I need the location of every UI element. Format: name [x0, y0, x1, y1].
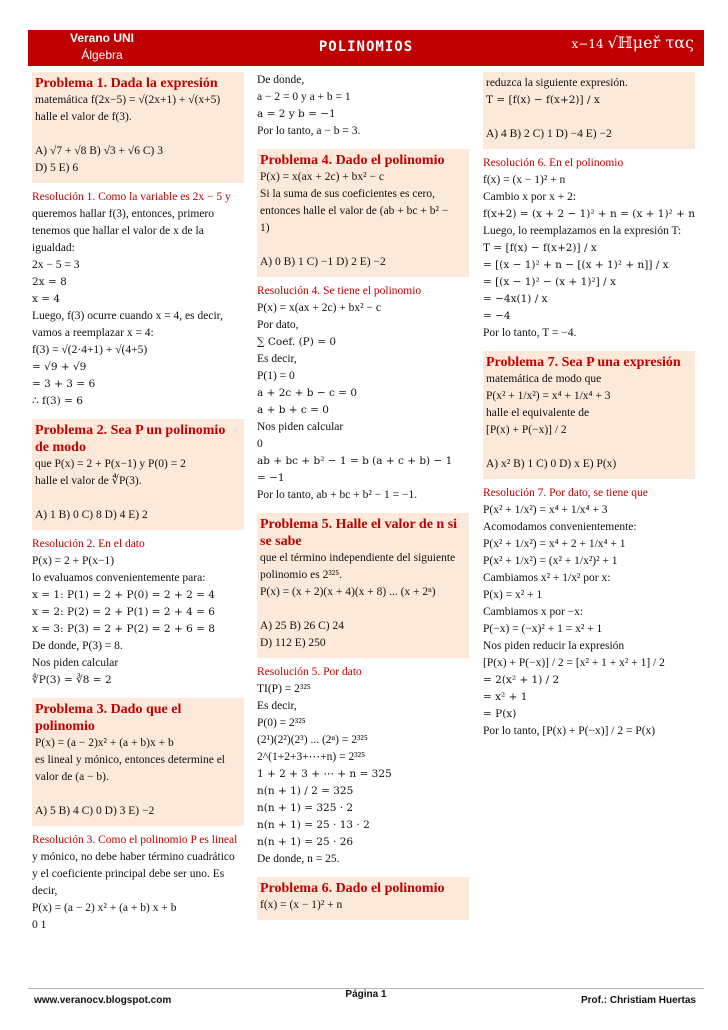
p7-line: P(x² + 1/x²) = x⁴ + 1/x⁴ + 3	[486, 390, 611, 402]
r6-line: = [(x − 1)² − (x + 1)²] / x	[483, 276, 616, 288]
r3b-line: a − 2 = 0 y a + b = 1	[257, 91, 351, 103]
p1-line	[35, 126, 239, 143]
r2-line: P(x) = 2 + P(x−1)	[32, 555, 115, 567]
resolution-5	[257, 664, 469, 868]
r6-line: T = [f(x) − f(x+2)] / x	[483, 242, 597, 254]
r5-line: TI(P) = 2³²⁵	[257, 683, 311, 695]
resolution-7	[483, 485, 695, 740]
r7-line: Acomodamos convenientemente:	[483, 521, 637, 533]
p4-line	[260, 237, 464, 254]
r3-line: P(x) = (a − 2) x² + (a + b) x + b	[32, 902, 177, 914]
r5-line: Es decir,	[257, 700, 297, 712]
p7-line: [P(x) + P(−x)] / 2	[486, 424, 567, 436]
r1-line: vamos a reemplazar x = 4:	[32, 327, 154, 339]
r6-line: Por lo tanto, T = −4.	[483, 327, 577, 339]
r5-line: De donde, n = 25.	[257, 853, 340, 865]
r5-line: n(n + 1) / 2 = 325	[257, 785, 354, 797]
r3-line: Resolución 3. Como el polinomio P es lineal	[32, 834, 238, 846]
problem-3	[32, 698, 244, 826]
r1-line: = √9 + √9	[32, 361, 87, 373]
p7-line: matemática de modo que	[486, 373, 602, 385]
resolution-1	[32, 189, 244, 410]
p7-line: A) x² B) 1 C) 0 D) x E) P(x)	[486, 458, 617, 470]
r2-line: x = 3: P(3) = 2 + P(2) = 2 + 6 = 8	[32, 623, 215, 635]
r3-line: decir,	[32, 885, 58, 897]
r7-line: = 2(x² + 1) / 2	[483, 674, 560, 686]
r6-line: = [(x − 1)² + n − [(x + 1)² + n]] / x	[483, 259, 669, 271]
resolution-6	[483, 155, 695, 342]
p6b-line: reduzca la siguiente expresión.	[486, 77, 628, 89]
p3-line: A) 5 B) 4 C) 0 D) 3 E) −2	[35, 805, 155, 817]
p1-line: A) √7 + √8 B) √3 + √6 C) 3	[35, 145, 163, 157]
p6b-line: T = [f(x) − f(x+2)] / x	[486, 94, 600, 106]
p1-line: D) 5 E) 6	[35, 162, 79, 174]
page-footer	[28, 988, 704, 1008]
r4-line: a + 2c + b − c = 0	[257, 387, 357, 399]
r7-line: Nos piden reducir la expresión	[483, 640, 625, 652]
r7-line: P(−x) = (−x)² + 1 = x² + 1	[483, 623, 603, 635]
r4-line: Nos piden calcular	[257, 421, 344, 433]
r7-line: = x² + 1	[483, 691, 528, 703]
r4-line: Por lo tanto, ab + bc + b² − 1 = −1.	[257, 489, 418, 501]
p4-line: 1)	[260, 222, 270, 234]
problem-6	[257, 877, 469, 920]
footer-website: www.veranocv.blogspot.com	[34, 995, 172, 1006]
problem-6-continued	[483, 72, 695, 149]
r6-line: f(x+2) = (x + 2 − 1)² + n = (x + 1)² + n	[483, 208, 696, 220]
r3-line: y el coeficiente principal debe ser uno. Es	[32, 868, 225, 880]
course-block	[36, 30, 168, 66]
p1-line: Problema 1. Dada la expresión	[35, 76, 218, 91]
column-1	[32, 72, 244, 934]
r6-line: Cambio x por x + 2:	[483, 191, 577, 203]
r4-line: = −1	[257, 472, 285, 484]
p6-line: Problema 6. Dado el polinomio	[260, 881, 445, 896]
r7-line: Cambiamos x² + 1/x² por x:	[483, 572, 611, 584]
column-3	[483, 72, 695, 740]
page-title: POLINOMIOS	[318, 39, 414, 55]
r1-line: 2x − 5 = 3	[32, 259, 80, 271]
resolution-3-continued	[257, 72, 469, 140]
p6b-line	[486, 109, 690, 126]
page-header	[28, 30, 704, 66]
r5-line: n(n + 1) = 25 · 13 · 2	[257, 819, 370, 831]
r7-line: = P(x)	[483, 708, 517, 720]
footer-page-number: Página 1	[345, 989, 387, 1000]
r4-line: Es decir,	[257, 353, 297, 365]
r2-line: x = 2: P(2) = 2 + P(1) = 2 + 4 = 6	[32, 606, 215, 618]
p2-line: Problema 2. Sea P un polinomio de modo	[35, 423, 226, 455]
r6-line: Resolución 6. En el polinomio	[483, 157, 624, 169]
r2-line: lo evaluamos convenientemente para:	[32, 572, 206, 584]
r1-line: = 3 + 3 = 6	[32, 378, 96, 390]
r4-line: Por dato,	[257, 319, 299, 331]
r5-line: n(n + 1) = 25 · 26	[257, 836, 354, 848]
p2-line: que P(x) = 2 + P(x−1) y P(0) = 2	[35, 458, 186, 470]
brand-logo	[544, 33, 694, 52]
p4-line: Problema 4. Dado el polinomio	[260, 153, 445, 168]
r4-line: Resolución 4. Se tiene el polinomio	[257, 285, 422, 297]
r6-line: = −4	[483, 310, 511, 322]
r1-line: igualdad:	[32, 242, 75, 254]
subject-name: Álgebra	[81, 48, 123, 62]
r3b-line: Por lo tanto, a − b = 3.	[257, 125, 361, 137]
r2-line: Resolución 2. En el dato	[32, 538, 145, 550]
r2-line: x = 1: P(1) = 2 + P(0) = 2 + 2 = 4	[32, 589, 215, 601]
r6-line: Luego, lo reemplazamos en la expresión T:	[483, 225, 682, 237]
r3b-line: De donde,	[257, 74, 305, 86]
r5-line: n(n + 1) = 325 · 2	[257, 802, 354, 814]
p5-line: A) 25 B) 26 C) 24	[260, 620, 345, 632]
resolution-3	[32, 832, 244, 934]
course-name: Verano UNI	[69, 31, 135, 45]
problem-1	[32, 72, 244, 183]
r5-line: 1 + 2 + 3 + ⋯ + n = 325	[257, 768, 392, 780]
r1-line: tenemos que hallar el valor de x de la	[32, 225, 204, 237]
p5-line: Problema 5. Halle el valor de n si se sabe	[260, 517, 458, 549]
r4-line: ab + bc + b² − 1 = b (a + c + b) − 1	[257, 455, 453, 467]
r4-line: P(x) = x(ax + 2c) + bx² − c	[257, 302, 381, 314]
p7-line	[486, 439, 690, 456]
p5-line: D) 112 E) 250	[260, 637, 326, 649]
r5-line: (2¹)(2²)(2³) ... (2ⁿ) = 2³²⁵	[257, 734, 368, 746]
p5-line	[260, 601, 464, 618]
p2-line: halle el valor de ∜P(3).	[35, 475, 142, 487]
p2-line: A) 1 B) 0 C) 8 D) 4 E) 2	[35, 509, 148, 521]
problem-4	[257, 149, 469, 277]
r7-line: P(x) = x² + 1	[483, 589, 543, 601]
resolution-2	[32, 536, 244, 689]
r1-line: f(3) = √(2·4+1) + √(4+5)	[32, 344, 148, 356]
r7-line: P(x² + 1/x²) = x⁴ + 2 + 1/x⁴ + 1	[483, 538, 626, 550]
brand-exponent: x−14	[571, 37, 604, 51]
p4-line: entonces halle el valor de (ab + bc + b² −	[260, 205, 449, 217]
p4-line: P(x) = x(ax + 2c) + bx² − c	[260, 171, 384, 183]
r3-line: y mónico, no debe haber término cuadrático	[32, 851, 235, 863]
r5-line: P(0) = 2³²⁵	[257, 717, 306, 729]
resolution-4	[257, 283, 469, 504]
problem-2	[32, 419, 244, 530]
p5-line: P(x) = (x + 2)(x + 4)(x + 8) ... (x + 2ⁿ)	[260, 586, 436, 598]
problem-7	[483, 351, 695, 479]
r6-line: = −4x(1) / x	[483, 293, 548, 305]
p1-line: matemática f(2x−5) = √(2x+1) + √(x+5)	[35, 94, 221, 106]
r2-line: De donde, P(3) = 8.	[32, 640, 123, 652]
r4-line: 0	[257, 438, 263, 450]
r7-line: Cambiamos x por −x:	[483, 606, 584, 618]
r7-line: P(x² + 1/x²) = x⁴ + 1/x⁴ + 3	[483, 504, 608, 516]
p2-line	[35, 490, 239, 507]
p4-line: Si la suma de sus coeficientes es cero,	[260, 188, 435, 200]
r7-line: Resolución 7. Por dato, se tiene que	[483, 487, 648, 499]
r1-line: 2x = 8	[32, 276, 67, 288]
brand-text: √ℍμeř τας	[607, 33, 694, 52]
r4-line: P(1) = 0	[257, 370, 295, 382]
r7-line: P(x² + 1/x²) = (x² + 1/x²)² + 1	[483, 555, 618, 567]
r1-line: Resolución 1. Como la variable es 2x − 5 y	[32, 191, 231, 203]
p7-line: Problema 7. Sea P una expresión	[486, 355, 681, 370]
r3b-line: a = 2 y b = −1	[257, 108, 336, 120]
r3-line: 0 1	[32, 919, 47, 931]
r6-line: f(x) = (x − 1)² + n	[483, 174, 566, 186]
p6b-line: A) 4 B) 2 C) 1 D) −4 E) −2	[486, 128, 612, 140]
r5-line: Resolución 5. Por dato	[257, 666, 362, 678]
r4-line: a + b + c = 0	[257, 404, 329, 416]
p6-line: f(x) = (x − 1)² + n	[260, 899, 343, 911]
r1-line: x = 4	[32, 293, 61, 305]
p5-line: que el término independiente del siguiente	[260, 552, 456, 564]
p4-line: A) 0 B) 1 C) −1 D) 2 E) −2	[260, 256, 386, 268]
r5-line: 2^(1+2+3+⋯+n) = 2³²⁵	[257, 751, 366, 763]
r2-line: Nos piden calcular	[32, 657, 119, 669]
p3-line	[35, 786, 239, 803]
r1-line: queremos hallar f(3), entonces, primero	[32, 208, 215, 220]
p3-line: valor de (a − b).	[35, 771, 109, 783]
footer-author: Prof.: Christiam Huertas	[580, 995, 696, 1006]
r1-line: ∴ f(3) = 6	[32, 395, 83, 407]
p3-line: P(x) = (a − 2)x² + (a + b)x + b	[35, 737, 174, 749]
problem-5	[257, 513, 469, 658]
p1-line: halle el valor de f(3).	[35, 111, 132, 123]
p3-line: Problema 3. Dado que el polinomio	[35, 702, 182, 734]
r2-line: ∜P(3) = ∛8 = 2	[32, 674, 112, 686]
r7-line: [P(x) + P(−x)] / 2 = [x² + 1 + x² + 1] / 2	[483, 657, 665, 669]
p5-line: polinomio es 2³²⁵.	[260, 569, 343, 581]
p7-line: halle el equivalente de	[486, 407, 590, 419]
p3-line: es lineal y mónico, entonces determine el	[35, 754, 226, 766]
r4-line: ∑ Coef. (P) = 0	[257, 336, 337, 348]
column-2	[257, 72, 469, 926]
r1-line: Luego, f(3) ocurre cuando x = 4, es decir,	[32, 310, 223, 322]
r7-line: Por lo tanto, [P(x) + P(−x)] / 2 = P(x)	[483, 725, 656, 737]
